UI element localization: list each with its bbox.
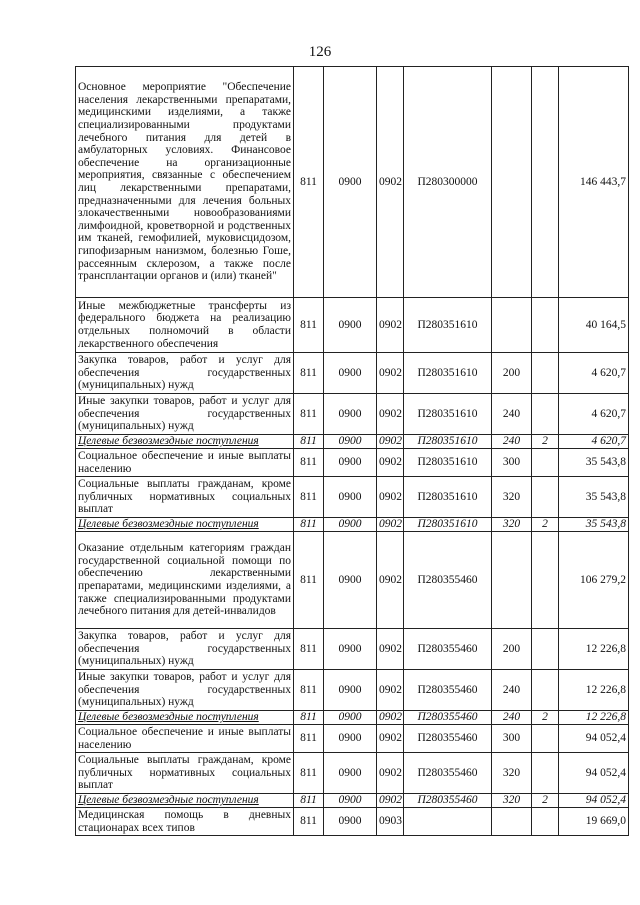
expense-type-cell: 320 bbox=[492, 477, 532, 518]
funding-source-cell bbox=[532, 449, 559, 477]
grbs-code-cell: 811 bbox=[294, 670, 324, 711]
grbs-code-cell: 811 bbox=[294, 477, 324, 518]
grbs-code-cell: 811 bbox=[294, 449, 324, 477]
subsection-code-cell: 0902 bbox=[377, 711, 404, 725]
funding-source-cell bbox=[532, 753, 559, 794]
expense-type-cell bbox=[492, 532, 532, 629]
subsection-code-cell: 0902 bbox=[377, 725, 404, 753]
table-row bbox=[76, 670, 629, 711]
amount-cell: 35 543,8 bbox=[559, 518, 629, 532]
table-row bbox=[76, 67, 629, 298]
amount-cell: 19 669,0 bbox=[559, 808, 629, 836]
table-row bbox=[76, 808, 629, 836]
section-code-cell: 0900 bbox=[324, 711, 377, 725]
subsection-code-cell: 0902 bbox=[377, 435, 404, 449]
grbs-code-cell: 811 bbox=[294, 518, 324, 532]
target-article-cell: П280355460 bbox=[404, 670, 492, 711]
target-article-cell: П280355460 bbox=[404, 629, 492, 670]
target-article-cell: П280355460 bbox=[404, 711, 492, 725]
expense-type-cell: 320 bbox=[492, 518, 532, 532]
target-article-cell bbox=[404, 808, 492, 836]
expense-type-cell: 240 bbox=[492, 670, 532, 711]
amount-cell: 4 620,7 bbox=[559, 394, 629, 435]
table-row bbox=[76, 794, 629, 808]
table-row bbox=[76, 449, 629, 477]
grbs-code-cell: 811 bbox=[294, 629, 324, 670]
table-row bbox=[76, 753, 629, 794]
target-article-cell: П280351610 bbox=[404, 394, 492, 435]
section-code-cell: 0900 bbox=[324, 629, 377, 670]
row-name-cell: Целевые безвозмездные поступления bbox=[76, 518, 294, 532]
expense-type-cell: 300 bbox=[492, 449, 532, 477]
funding-source-cell: 2 bbox=[532, 435, 559, 449]
amount-cell: 94 052,4 bbox=[559, 753, 629, 794]
section-code-cell: 0900 bbox=[324, 298, 377, 353]
section-code-cell: 0900 bbox=[324, 670, 377, 711]
expense-type-cell: 200 bbox=[492, 629, 532, 670]
grbs-code-cell: 811 bbox=[294, 808, 324, 836]
row-name-cell: Целевые безвозмездные поступления bbox=[76, 794, 294, 808]
section-code-cell: 0900 bbox=[324, 67, 377, 298]
funding-source-cell: 2 bbox=[532, 711, 559, 725]
subsection-code-cell: 0902 bbox=[377, 753, 404, 794]
expense-type-cell: 240 bbox=[492, 711, 532, 725]
section-code-cell: 0900 bbox=[324, 725, 377, 753]
target-article-cell: П280300000 bbox=[404, 67, 492, 298]
grbs-code-cell: 811 bbox=[294, 753, 324, 794]
row-name-cell: Медицинская помощь в дневных стационарах всех типов bbox=[76, 808, 294, 836]
target-article-cell: П280355460 bbox=[404, 753, 492, 794]
grbs-code-cell: 811 bbox=[294, 298, 324, 353]
section-code-cell: 0900 bbox=[324, 518, 377, 532]
table-row bbox=[76, 532, 629, 629]
row-name-cell: Социальное обеспечение и иные выплаты населению bbox=[76, 725, 294, 753]
amount-cell: 94 052,4 bbox=[559, 725, 629, 753]
subsection-code-cell: 0902 bbox=[377, 670, 404, 711]
table-row bbox=[76, 394, 629, 435]
target-article-cell: П280355460 bbox=[404, 794, 492, 808]
subsection-code-cell: 0902 bbox=[377, 794, 404, 808]
subsection-code-cell: 0902 bbox=[377, 394, 404, 435]
expense-type-cell: 300 bbox=[492, 725, 532, 753]
table-row bbox=[76, 298, 629, 353]
grbs-code-cell: 811 bbox=[294, 725, 324, 753]
subsection-code-cell: 0902 bbox=[377, 67, 404, 298]
section-code-cell: 0900 bbox=[324, 449, 377, 477]
funding-source-cell bbox=[532, 394, 559, 435]
page-number: 126 bbox=[308, 44, 332, 60]
amount-cell: 94 052,4 bbox=[559, 794, 629, 808]
section-code-cell: 0900 bbox=[324, 477, 377, 518]
row-name-cell: Целевые безвозмездные поступления bbox=[76, 711, 294, 725]
subsection-code-cell: 0903 bbox=[377, 808, 404, 836]
table-row bbox=[76, 353, 629, 394]
funding-source-cell bbox=[532, 298, 559, 353]
funding-source-cell bbox=[532, 808, 559, 836]
subsection-code-cell: 0902 bbox=[377, 449, 404, 477]
amount-cell: 146 443,7 bbox=[559, 67, 629, 298]
table-row bbox=[76, 435, 629, 449]
expense-type-cell: 320 bbox=[492, 794, 532, 808]
target-article-cell: П280351610 bbox=[404, 435, 492, 449]
grbs-code-cell: 811 bbox=[294, 435, 324, 449]
target-article-cell: П280355460 bbox=[404, 725, 492, 753]
funding-source-cell bbox=[532, 725, 559, 753]
funding-source-cell bbox=[532, 532, 559, 629]
amount-cell: 106 279,2 bbox=[559, 532, 629, 629]
expense-type-cell: 240 bbox=[492, 435, 532, 449]
subsection-code-cell: 0902 bbox=[377, 477, 404, 518]
target-article-cell: П280355460 bbox=[404, 532, 492, 629]
subsection-code-cell: 0902 bbox=[377, 629, 404, 670]
amount-cell: 40 164,5 bbox=[559, 298, 629, 353]
grbs-code-cell: 811 bbox=[294, 532, 324, 629]
expense-type-cell: 320 bbox=[492, 753, 532, 794]
grbs-code-cell: 811 bbox=[294, 67, 324, 298]
target-article-cell: П280351610 bbox=[404, 477, 492, 518]
funding-source-cell bbox=[532, 477, 559, 518]
subsection-code-cell: 0902 bbox=[377, 518, 404, 532]
row-name-cell: Иные закупки товаров, работ и услуг для обеспечения государственных (муниципальных) нужд bbox=[76, 394, 294, 435]
row-name-cell: Основное мероприятие "Обеспечение населения лекарственными препаратами, медицинскими изделиями, а также специализированными продуктами лечебного питания для детей в амбулаторных условиях. Финансовое обеспечение на организационные мероприятия, связанные с обеспечением лиц лекарственными препаратами, предназначенными для лечения больных злокачественными новообразованиями лимфоидной, кроветворной и родственных им тканей, гемофилией, муковисцидозом, гипофизарным нанизмом, болезнью Гоше, рассеянным склерозом, а также после трансплантации органов и (или) тканей" bbox=[76, 67, 294, 298]
row-name-cell: Иные межбюджетные трансферты из федерального бюджета на реализацию отдельных полномочий в области лекарственного обеспечения bbox=[76, 298, 294, 353]
subsection-code-cell: 0902 bbox=[377, 298, 404, 353]
funding-source-cell bbox=[532, 670, 559, 711]
table-body bbox=[76, 67, 629, 836]
subsection-code-cell: 0902 bbox=[377, 532, 404, 629]
funding-source-cell: 2 bbox=[532, 518, 559, 532]
table-row bbox=[76, 477, 629, 518]
table-row bbox=[76, 518, 629, 532]
grbs-code-cell: 811 bbox=[294, 794, 324, 808]
amount-cell: 12 226,8 bbox=[559, 629, 629, 670]
subsection-code-cell: 0902 bbox=[377, 353, 404, 394]
section-code-cell: 0900 bbox=[324, 794, 377, 808]
target-article-cell: П280351610 bbox=[404, 298, 492, 353]
grbs-code-cell: 811 bbox=[294, 711, 324, 725]
amount-cell: 4 620,7 bbox=[559, 435, 629, 449]
target-article-cell: П280351610 bbox=[404, 449, 492, 477]
expense-type-cell bbox=[492, 67, 532, 298]
row-name-cell: Закупка товаров, работ и услуг для обеспечения государственных (муниципальных) нужд bbox=[76, 353, 294, 394]
amount-cell: 35 543,8 bbox=[559, 449, 629, 477]
grbs-code-cell: 811 bbox=[294, 353, 324, 394]
section-code-cell: 0900 bbox=[324, 435, 377, 449]
funding-source-cell bbox=[532, 67, 559, 298]
expense-type-cell bbox=[492, 808, 532, 836]
amount-cell: 12 226,8 bbox=[559, 670, 629, 711]
row-name-cell: Иные закупки товаров, работ и услуг для обеспечения государственных (муниципальных) нужд bbox=[76, 670, 294, 711]
row-name-cell: Оказание отдельным категориям граждан государственной социальной помощи по обеспечению лекарственными препаратами, медицинскими изделиями, а также специализированными продуктами лечебного питания для детей-инвалидов bbox=[76, 532, 294, 629]
row-name-cell: Закупка товаров, работ и услуг для обеспечения государственных (муниципальных) нужд bbox=[76, 629, 294, 670]
funding-source-cell bbox=[532, 353, 559, 394]
section-code-cell: 0900 bbox=[324, 353, 377, 394]
row-name-cell: Целевые безвозмездные поступления bbox=[76, 435, 294, 449]
row-name-cell: Социальное обеспечение и иные выплаты населению bbox=[76, 449, 294, 477]
amount-cell: 4 620,7 bbox=[559, 353, 629, 394]
section-code-cell: 0900 bbox=[324, 394, 377, 435]
target-article-cell: П280351610 bbox=[404, 353, 492, 394]
budget-table bbox=[75, 66, 629, 836]
section-code-cell: 0900 bbox=[324, 808, 377, 836]
expense-type-cell: 200 bbox=[492, 353, 532, 394]
funding-source-cell: 2 bbox=[532, 794, 559, 808]
expense-type-cell bbox=[492, 298, 532, 353]
section-code-cell: 0900 bbox=[324, 532, 377, 629]
amount-cell: 12 226,8 bbox=[559, 711, 629, 725]
target-article-cell: П280351610 bbox=[404, 518, 492, 532]
row-name-cell: Социальные выплаты гражданам, кроме публичных нормативных социальных выплат bbox=[76, 477, 294, 518]
funding-source-cell bbox=[532, 629, 559, 670]
row-name-cell: Социальные выплаты гражданам, кроме публичных нормативных социальных выплат bbox=[76, 753, 294, 794]
expense-type-cell: 240 bbox=[492, 394, 532, 435]
grbs-code-cell: 811 bbox=[294, 394, 324, 435]
table-row bbox=[76, 629, 629, 670]
section-code-cell: 0900 bbox=[324, 753, 377, 794]
amount-cell: 35 543,8 bbox=[559, 477, 629, 518]
table-row bbox=[76, 725, 629, 753]
table-row bbox=[76, 711, 629, 725]
